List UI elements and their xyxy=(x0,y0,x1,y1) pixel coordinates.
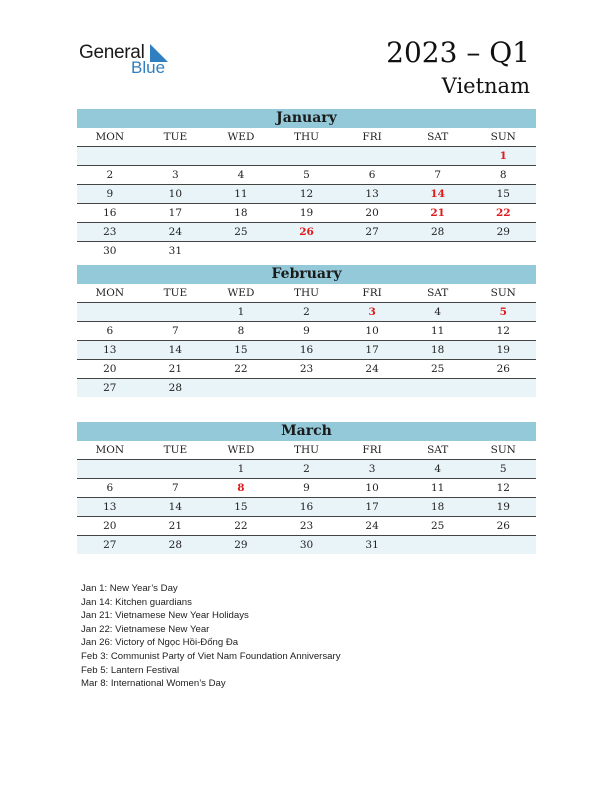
day-cell: 15 xyxy=(496,188,510,200)
day-cell: 16 xyxy=(103,207,117,219)
weekday-header-row xyxy=(77,128,536,147)
day-cell: 26 xyxy=(496,363,510,375)
weekday-label: SAT xyxy=(427,287,449,299)
day-cell: 18 xyxy=(234,207,248,219)
month-march xyxy=(77,422,536,554)
week-row xyxy=(77,147,536,166)
week-row xyxy=(77,185,536,204)
logo xyxy=(79,40,179,80)
day-cell: 8 xyxy=(499,169,507,181)
holiday-item: Jan 1: New Year’s Day xyxy=(81,583,178,594)
day-cell: 10 xyxy=(168,188,183,200)
empty-day-cell xyxy=(274,147,340,165)
day-cell: 23 xyxy=(103,226,117,238)
day-cell: 14 xyxy=(430,188,445,200)
day-cell: 13 xyxy=(365,188,379,200)
day-cell: 9 xyxy=(303,325,310,337)
week-row xyxy=(77,517,536,536)
holiday-item: Jan 22: Vietnamese New Year xyxy=(81,623,210,635)
day-cell: 2 xyxy=(303,463,310,475)
day-cell: 21 xyxy=(168,363,183,375)
day-cell: 27 xyxy=(103,539,117,551)
holiday-item: Feb 5: Lantern Festival xyxy=(81,664,180,676)
day-cell: 28 xyxy=(168,539,183,551)
day-cell: 5 xyxy=(499,306,507,318)
day-cell: 31 xyxy=(168,245,183,257)
month-january xyxy=(77,109,536,260)
empty-day-cell xyxy=(208,147,274,165)
weekday-label: TUE xyxy=(163,444,188,456)
empty-day-cell xyxy=(405,242,471,260)
day-cell: 12 xyxy=(496,325,510,337)
day-cell: 4 xyxy=(434,463,442,475)
empty-day-cell xyxy=(274,379,340,397)
empty-day-cell xyxy=(470,242,536,260)
weekday-label: MON xyxy=(95,444,125,456)
week-row xyxy=(77,322,536,341)
day-cell: 15 xyxy=(234,344,248,356)
day-cell: 21 xyxy=(430,207,445,219)
empty-day-cell xyxy=(339,147,405,165)
day-cell: 2 xyxy=(106,169,114,181)
day-cell: 15 xyxy=(234,501,248,513)
weekday-label: SUN xyxy=(490,131,516,143)
empty-day-cell xyxy=(143,303,209,321)
empty-day-cell xyxy=(405,147,471,165)
day-cell: 29 xyxy=(234,539,248,551)
weekday-label: TUE xyxy=(163,287,188,299)
day-cell: 9 xyxy=(303,482,310,494)
day-cell: 1 xyxy=(237,463,245,475)
day-cell: 10 xyxy=(365,482,379,494)
day-cell: 9 xyxy=(106,188,114,200)
day-cell: 17 xyxy=(168,207,183,219)
weekday-header-row xyxy=(77,284,536,303)
day-cell: 25 xyxy=(234,226,248,238)
holiday-item: Feb 3: Communist Party of Viet Nam Foundation Anniversary xyxy=(81,650,341,662)
month-header: February xyxy=(77,265,536,284)
day-cell: 12 xyxy=(299,188,314,200)
day-cell: 5 xyxy=(303,169,310,181)
empty-day-cell xyxy=(143,147,209,165)
weekday-label: SAT xyxy=(427,131,449,143)
empty-day-cell xyxy=(470,536,536,554)
day-cell: 30 xyxy=(103,245,117,257)
weekday-header-row xyxy=(77,441,536,460)
day-cell: 20 xyxy=(103,520,117,532)
day-cell: 6 xyxy=(106,325,114,337)
day-cell: 27 xyxy=(365,226,379,238)
weekday-label: MON xyxy=(95,287,125,299)
day-cell: 7 xyxy=(172,325,179,337)
holiday-item: Jan 26: Victory of Ngọc Hồi-Đống Đa xyxy=(81,637,239,649)
day-cell: 2 xyxy=(303,306,310,318)
day-cell: 5 xyxy=(499,463,507,475)
day-cell: 6 xyxy=(368,169,376,181)
country-name: Vietnam xyxy=(441,74,530,98)
weekday-label: SUN xyxy=(490,287,516,299)
week-row xyxy=(77,242,536,260)
empty-day-cell xyxy=(77,460,143,478)
day-cell: 14 xyxy=(168,344,183,356)
empty-day-cell xyxy=(143,460,209,478)
day-cell: 29 xyxy=(496,226,510,238)
day-cell: 4 xyxy=(237,169,245,181)
week-row xyxy=(77,479,536,498)
day-cell: 23 xyxy=(299,363,314,375)
day-cell: 24 xyxy=(365,520,379,532)
day-cell: 3 xyxy=(368,463,376,475)
day-cell: 25 xyxy=(430,520,445,532)
day-cell: 18 xyxy=(430,344,445,356)
page-title: 2023 – Q1 xyxy=(386,36,530,69)
day-cell: 17 xyxy=(365,344,379,356)
day-cell: 13 xyxy=(103,501,117,513)
month-header: March xyxy=(77,422,536,441)
day-cell: 16 xyxy=(299,344,314,356)
logo-word-blue: Blue xyxy=(131,58,166,77)
empty-day-cell xyxy=(208,379,274,397)
week-row xyxy=(77,379,536,397)
week-row xyxy=(77,360,536,379)
day-cell: 19 xyxy=(496,501,510,513)
week-row xyxy=(77,166,536,185)
weekday-label: FRI xyxy=(362,287,382,299)
day-cell: 1 xyxy=(237,306,245,318)
empty-day-cell xyxy=(405,379,471,397)
day-cell: 28 xyxy=(430,226,445,238)
day-cell: 25 xyxy=(430,363,445,375)
day-cell: 19 xyxy=(496,344,510,356)
empty-day-cell xyxy=(339,242,405,260)
empty-day-cell xyxy=(274,242,340,260)
day-cell: 31 xyxy=(365,539,379,551)
day-cell: 17 xyxy=(365,501,379,513)
day-cell: 24 xyxy=(365,363,379,375)
weekday-label: THU xyxy=(294,131,320,143)
day-cell: 23 xyxy=(299,520,314,532)
empty-day-cell xyxy=(208,242,274,260)
day-cell: 11 xyxy=(234,188,248,200)
day-cell: 30 xyxy=(299,539,314,551)
holiday-list xyxy=(81,582,341,691)
day-cell: 12 xyxy=(496,482,510,494)
day-cell: 3 xyxy=(368,306,376,318)
day-cell: 6 xyxy=(106,482,114,494)
day-cell: 18 xyxy=(430,501,445,513)
week-row xyxy=(77,498,536,517)
holiday-item: Jan 14: Kitchen guardians xyxy=(81,596,192,608)
day-cell: 1 xyxy=(499,150,507,162)
week-row xyxy=(77,303,536,322)
day-cell: 3 xyxy=(172,169,179,181)
weekday-label: WED xyxy=(227,287,255,299)
day-cell: 20 xyxy=(103,363,117,375)
day-cell: 22 xyxy=(495,207,511,219)
week-row xyxy=(77,204,536,223)
month-header: January xyxy=(77,109,536,128)
weekday-label: WED xyxy=(227,444,255,456)
weekday-label: SAT xyxy=(427,444,449,456)
empty-day-cell xyxy=(77,303,143,321)
day-cell: 8 xyxy=(237,325,245,337)
day-cell: 20 xyxy=(365,207,379,219)
day-cell: 21 xyxy=(168,520,183,532)
day-cell: 22 xyxy=(234,520,248,532)
day-cell: 22 xyxy=(234,363,248,375)
day-cell: 26 xyxy=(299,226,314,238)
holiday-item: Mar 8: International Women’s Day xyxy=(81,678,226,690)
week-row xyxy=(77,341,536,360)
day-cell: 4 xyxy=(434,306,442,318)
weekday-label: THU xyxy=(294,287,320,299)
week-row xyxy=(77,460,536,479)
day-cell: 28 xyxy=(168,382,183,394)
weekday-label: FRI xyxy=(362,131,382,143)
day-cell: 27 xyxy=(103,382,117,394)
day-cell: 19 xyxy=(299,207,314,219)
weekday-label: WED xyxy=(227,131,255,143)
month-february xyxy=(77,265,536,397)
day-cell: 8 xyxy=(237,482,245,494)
day-cell: 13 xyxy=(103,344,117,356)
day-cell: 26 xyxy=(496,520,510,532)
empty-day-cell xyxy=(339,379,405,397)
day-cell: 11 xyxy=(430,482,445,494)
logo-word-general: General xyxy=(79,42,145,63)
day-cell: 16 xyxy=(299,501,314,513)
empty-day-cell xyxy=(405,536,471,554)
day-cell: 24 xyxy=(168,226,183,238)
weekday-label: FRI xyxy=(362,444,382,456)
week-row xyxy=(77,536,536,554)
empty-day-cell xyxy=(470,379,536,397)
weekday-label: THU xyxy=(294,444,320,456)
weekday-label: MON xyxy=(95,131,125,143)
day-cell: 7 xyxy=(172,482,179,494)
day-cell: 10 xyxy=(365,325,379,337)
day-cell: 7 xyxy=(434,169,442,181)
week-row xyxy=(77,223,536,242)
day-cell: 14 xyxy=(168,501,183,513)
empty-day-cell xyxy=(77,147,143,165)
weekday-label: TUE xyxy=(163,131,188,143)
day-cell: 11 xyxy=(430,325,445,337)
holiday-item: Jan 21: Vietnamese New Year Holidays xyxy=(81,610,249,622)
weekday-label: SUN xyxy=(490,444,516,456)
